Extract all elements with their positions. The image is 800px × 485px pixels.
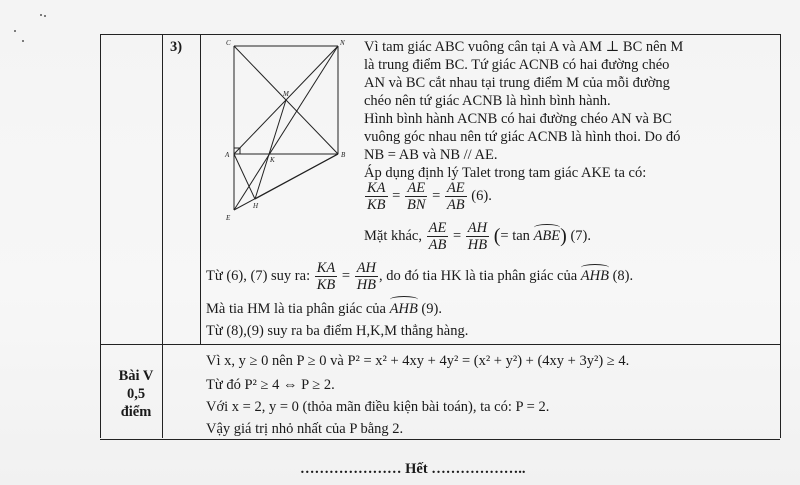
label-M: M	[283, 90, 289, 98]
label-A: A	[225, 151, 230, 159]
table-border-right	[780, 34, 781, 438]
angle-AHB: AHB	[580, 267, 609, 284]
final-conclusion: Từ (8),(9) suy ra ba điểm H,K,M thẳng hàng.	[206, 323, 469, 339]
speck	[44, 15, 46, 17]
table-col-divider-1	[162, 34, 163, 438]
bai5-score: 0,5	[126, 386, 146, 402]
equation-7: Mặt khác, $\frac{AE}{AB}$ = $\frac{AH}{HB}$ (= tan ABE) (7).	[364, 220, 591, 253]
equation-6: $\frac{KA}{KB}$ = $\frac{AE}{BN}$ = $\frac{AE}{AB}$ (6).	[367, 180, 492, 213]
segment-AH	[234, 154, 255, 199]
proof-line-2: là trung điểm BC. Tứ giác ACNB có hai đường chéo	[364, 57, 670, 73]
bai5-line-1: Vì x, y ≥ 0 nên P ≥ 0 và P² = x² + 4xy + 4y² = (x² + y²) + (4xy + 3y²) ≥ 4.	[206, 353, 630, 369]
speck	[40, 14, 42, 16]
speck	[22, 40, 24, 42]
proof-line-6: vuông góc nhau nên tứ giác ACNB là hình thoi. Do đó	[364, 129, 681, 145]
label-E: E	[226, 214, 231, 222]
end-footer: ………………… Hết ………………..	[300, 461, 526, 477]
proof-line-4: chéo nên tứ giác ACNB là hình bình hành.	[364, 93, 611, 109]
conclusion-line-9: Mà tia HM là tia phân giác của AHB (9).	[206, 301, 442, 317]
fraction-KA-KB-2: $\frac{KA}{KB}$	[316, 260, 336, 293]
bai5-label: Bài V	[118, 368, 154, 384]
bai5-unit: điểm	[120, 404, 152, 420]
proof-line-3: AN và BC cắt nhau tại trung điểm M của mỗi đường	[364, 75, 670, 91]
bai5-line-4: Vậy giá trị nhỏ nhất của P bằng 2.	[206, 421, 404, 437]
fraction-AH-HB-2: $\frac{AH}{HB}$	[356, 260, 377, 293]
speck	[14, 30, 16, 32]
fraction-AH-HB: $\frac{AH}{HB}$	[467, 220, 488, 253]
angle-AHB-2: AHB	[389, 301, 418, 317]
label-N: N	[340, 39, 345, 47]
label-C: C	[226, 39, 231, 47]
conclusion-line-8: Từ (6), (7) suy ra: $\frac{KA}{KB}$ = $\frac{AH}{HB}$ , do đó tia HK là tia phân giác của AHB (8).	[206, 260, 634, 293]
table-border-left	[100, 34, 101, 438]
row-divider	[100, 344, 780, 345]
proof-line-1: Vì tam giác ABC vuông cân tại A và AM ⊥ BC nên M	[364, 39, 684, 55]
fraction-AE-AB-2: $\frac{AE}{AB}$	[428, 220, 447, 253]
segment-EN	[234, 46, 338, 210]
proof-line-8: Áp dụng định lý Talet trong tam giác AKE ta có:	[364, 165, 647, 181]
label-K: K	[270, 156, 275, 164]
table-col-divider-2	[200, 34, 201, 344]
part-label: 3)	[170, 39, 183, 55]
proof-line-7: NB = AB và NB // AE.	[364, 147, 498, 163]
label-B: B	[341, 151, 346, 159]
geometry-figure	[222, 38, 358, 228]
fraction-AE-BN: $\frac{AE}{BN}$	[406, 180, 426, 213]
proof-line-5: Hình bình hành ACNB có hai đường chéo AN và BC	[364, 111, 672, 127]
bai5-line-2: Từ đó P² ≥ 4 ⇔ P ≥ 2.	[206, 377, 335, 393]
bai5-line-3: Với x = 2, y = 0 (thỏa mãn điều kiện bài toán), ta có: P = 2.	[206, 399, 550, 415]
label-H: H	[253, 202, 259, 210]
fraction-KA-KB: $\frac{KA}{KB}$	[367, 180, 386, 213]
fraction-AE-AB: $\frac{AE}{AB}$	[446, 180, 465, 213]
angle-ABE: ABE	[533, 227, 561, 244]
